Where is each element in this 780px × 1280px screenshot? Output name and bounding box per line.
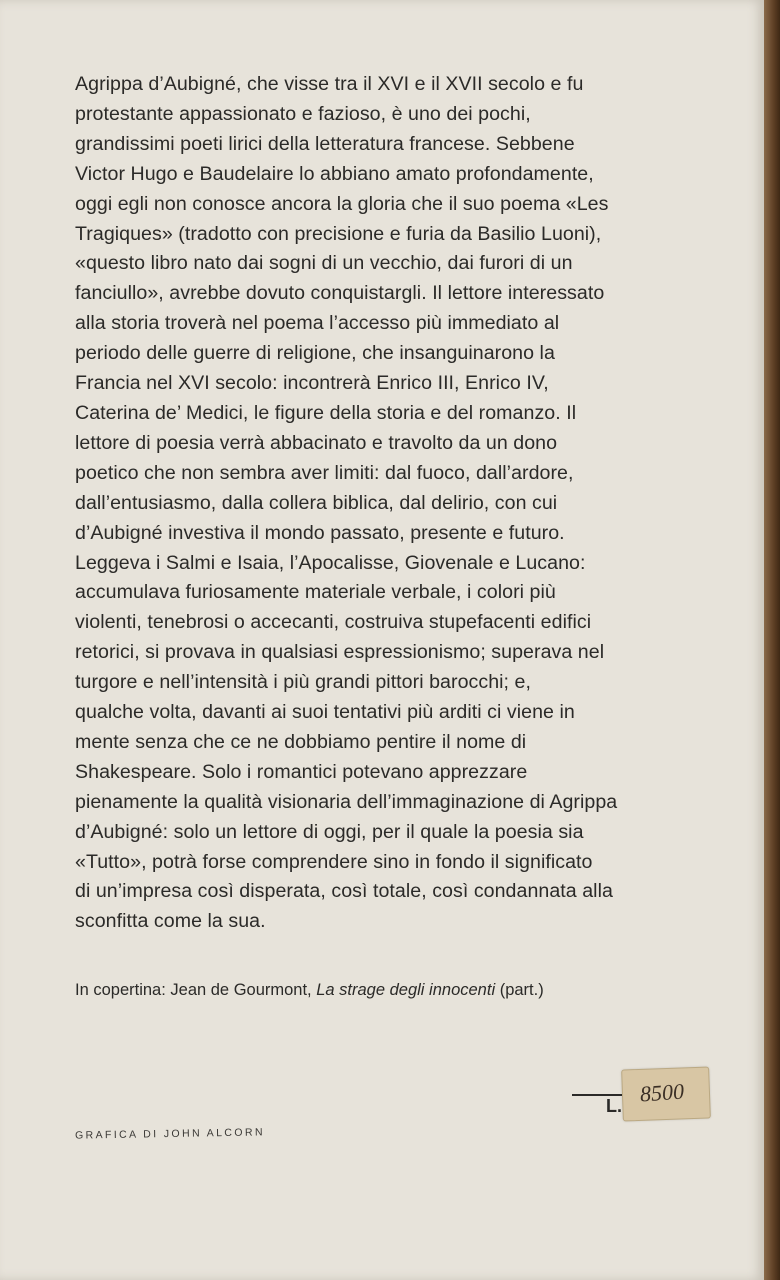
blurb-line: d’Aubigné investiva il mondo passato, presente e futuro. xyxy=(75,521,565,544)
blurb-line: «Tutto», potrà forse comprendere sino in fondo il significato xyxy=(75,850,593,873)
blurb-line: poetico che non sembra aver limiti: dal fuoco, dall’ardore, xyxy=(75,461,574,484)
blurb-line: protestante appassionato e fazioso, è uno dei pochi, xyxy=(75,102,531,125)
blurb-line: pienamente la qualità visionaria dell’immaginazione di Agrippa xyxy=(75,790,618,813)
design-credit: GRAFICA DI JOHN ALCORN xyxy=(74,1126,265,1142)
blurb-line: mente senza che ce ne dobbiamo pentire il nome di xyxy=(75,730,527,753)
blurb-line: lettore di poesia verrà abbacinato e travolto da un dono xyxy=(75,431,558,454)
blurb-line: Shakespeare. Solo i romantici potevano apprezzare xyxy=(75,760,528,783)
blurb-line: sconfitta come la sua. xyxy=(75,910,266,933)
blurb-line: periodo delle guerre di religione, che insanguinarono la xyxy=(75,342,555,365)
blurb-line: retorici, si provava in qualsiasi espressionismo; superava nel xyxy=(75,641,605,664)
blurb-line: Victor Hugo e Baudelaire lo abbiano amato profondamente, xyxy=(75,162,594,185)
caption-artwork-title: La strage degli innocenti xyxy=(316,981,496,999)
blurb-line: grandissimi poeti lirici della letteratura francese. Sebbene xyxy=(75,132,575,155)
blurb-line: «questo libro nato dai sogni di un vecchio, dai furori di un xyxy=(75,252,573,275)
blurb-line: di un’impresa così disperata, così totale, così condannata alla xyxy=(75,880,613,903)
blurb-line: alla storia troverà nel poema l’accesso più immediato al xyxy=(75,312,560,335)
caption-suffix: (part.) xyxy=(495,981,544,999)
back-cover-blurb xyxy=(75,70,735,937)
blurb-line: qualche volta, davanti ai suoi tentativi più arditi ci viene in xyxy=(75,701,575,724)
blurb-line: Tragiques» (tradotto con precisione e furia da Basilio Luoni), xyxy=(75,222,602,245)
blurb-line: violenti, tenebrosi o accecanti, costruiva stupefacenti edifici xyxy=(75,611,592,634)
blurb-line: fanciullo», avrebbe dovuto conquistargli. Il lettore interessato xyxy=(75,282,605,305)
blurb-line: Caterina de’ Medici, le figure della storia e del romanzo. Il xyxy=(75,401,577,424)
price-value: 8500 xyxy=(639,1078,685,1107)
blurb-line: turgore e nell’intensità i più grandi pittori barocchi; e, xyxy=(75,671,531,694)
cover-art-caption xyxy=(75,981,544,1000)
blurb-line: Francia nel XVI secolo: incontrerà Enrico III, Enrico IV, xyxy=(75,372,549,395)
blurb-line: Agrippa d’Aubigné, che visse tra il XVI e il XVII secolo e fu xyxy=(75,73,584,95)
blurb-line: d’Aubigné: solo un lettore di oggi, per il quale la poesia sia xyxy=(75,820,584,843)
price-currency: L. xyxy=(606,1096,622,1116)
caption-prefix: In copertina: Jean de Gourmont, xyxy=(75,981,317,999)
blurb-line: accumulava furiosamente materiale verbale, i colori più xyxy=(75,581,556,604)
blurb-line: dall’entusiasmo, dalla collera biblica, dal delirio, con cui xyxy=(75,491,558,514)
wooden-surface-edge xyxy=(764,0,780,1280)
blurb-line: Leggeva i Salmi e Isaia, l’Apocalisse, Giovenale e Lucano: xyxy=(75,551,586,574)
blurb-line: oggi egli non conosce ancora la gloria che il suo poema «Les xyxy=(75,192,609,215)
